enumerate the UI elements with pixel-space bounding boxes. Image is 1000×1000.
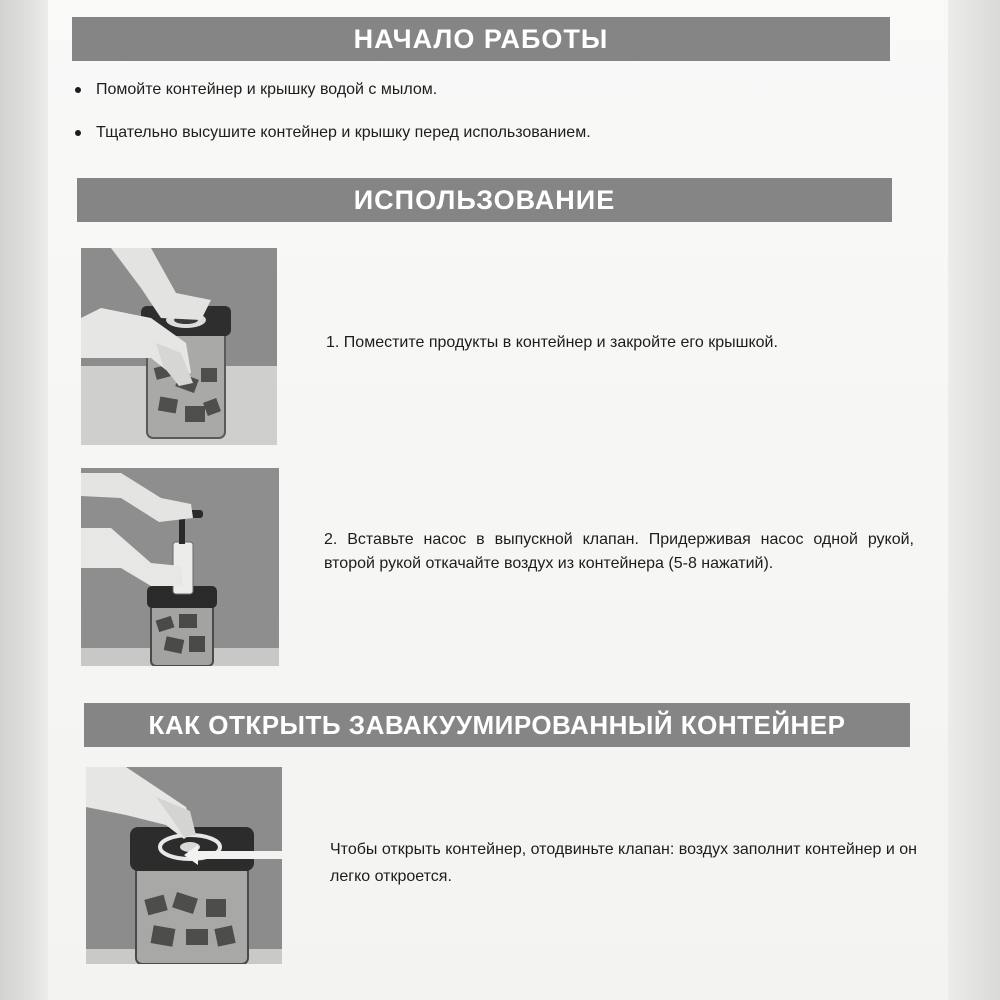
section-title-open: КАК ОТКРЫТЬ ЗАВАКУУМИРОВАННЫЙ КОНТЕЙНЕР — [84, 703, 910, 747]
section-title-start: НАЧАЛО РАБОТЫ — [72, 17, 890, 61]
usage-step-1: 1. Поместите продукты в контейнер и закройте его крышкой. — [326, 334, 778, 351]
pumping-air-photo — [81, 468, 279, 666]
open-instruction: Чтобы открыть контейнер, отодвиньте клапан: воздух заполнит контейнер и он легко откроется. — [330, 841, 917, 885]
page-edge-left — [0, 0, 48, 1000]
section-title-usage: ИСПОЛЬЗОВАНИЕ — [77, 178, 892, 222]
sliding-valve-photo — [86, 767, 282, 964]
bullet-item-wash: Помойте контейнер и крышку водой с мылом. — [72, 80, 892, 100]
bullet-item-dry: Тщательно высушите контейнер и крышку перед использованием. — [72, 123, 892, 143]
usage-step-2: 2. Вставьте насос в выпускной клапан. Придерживая насос одной рукой, второй рукой откачайте воздух из контейнера (5-8 нажатий). — [324, 531, 914, 572]
hands-closing-lid-photo — [81, 248, 277, 445]
page-edge-right — [948, 0, 1000, 1000]
start-bullet-list — [72, 80, 892, 166]
